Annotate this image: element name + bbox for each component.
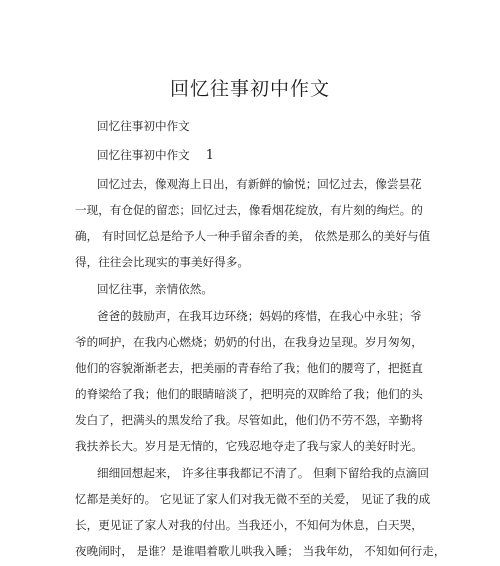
paragraph-line: 细细回想起来， 许多往事我都记不清了。 但剩下留给我的点滴回 xyxy=(97,466,429,480)
section-heading-number: 1 xyxy=(205,148,215,163)
document-subtitle: 回忆往事初中作文 xyxy=(97,119,190,133)
document-title: 回忆往事初中作文 xyxy=(169,78,330,100)
paragraph-line: 爸爸的鼓励声，在我耳边环绕；妈妈的疼惜，在我心中永驻；爷 xyxy=(97,309,422,323)
paragraph-line: 的脊梁给了我；他们的眼睛暗淡了，把明亮的双眸给了我；他们的头 xyxy=(75,387,423,401)
paragraph-line: 长，更见证了家人对我的付出。当我还小，不知何为休息，白天哭， xyxy=(75,518,423,532)
paragraph-line: 夜晚闹时， 是谁？是谁唱着歌儿哄我入睡； 当我年幼， 不知如何行走， xyxy=(75,544,446,558)
paragraph-line: 忆都是美好的。 它见证了家人们对我无微不至的关爱， 见证了我的成 xyxy=(75,492,431,506)
paragraph-line: 确， 有时回忆总是给予人一种手留余香的美， 依然是那么的美好与值 xyxy=(75,229,431,243)
paragraph-line: 一现，有仓促的留恋；回忆过去，像看烟花绽放，有片刻的绚烂。的 xyxy=(75,203,423,217)
section-heading xyxy=(97,147,214,164)
paragraph-line: 我扶养长大。岁月是无情的，它残忍地夺走了我与家人的美好时光。 xyxy=(75,439,423,453)
paragraph-line: 回忆往事，亲情依然。 xyxy=(97,282,213,296)
paragraph-line: 爷的呵护，在我内心燃烧；奶奶的付出，在我身边呈现。岁月匆匆， xyxy=(75,335,423,349)
section-heading-text: 回忆往事初中作文 xyxy=(97,148,190,162)
paragraph-line: 他们的容貌渐渐老去，把美丽的青春给了我；他们的腰弯了，把挺直 xyxy=(75,361,423,375)
paragraph-line: 发白了，把满头的黑发给了我。尽管如此，他们仍不劳不怨，辛勤将 xyxy=(75,413,423,427)
paragraph-line: 回忆过去，像观海上日出，有新鲜的愉悦；回忆过去，像尝昙花 xyxy=(97,177,422,191)
paragraph-line: 得，往往会比现实的事美好得多。 xyxy=(75,255,249,269)
